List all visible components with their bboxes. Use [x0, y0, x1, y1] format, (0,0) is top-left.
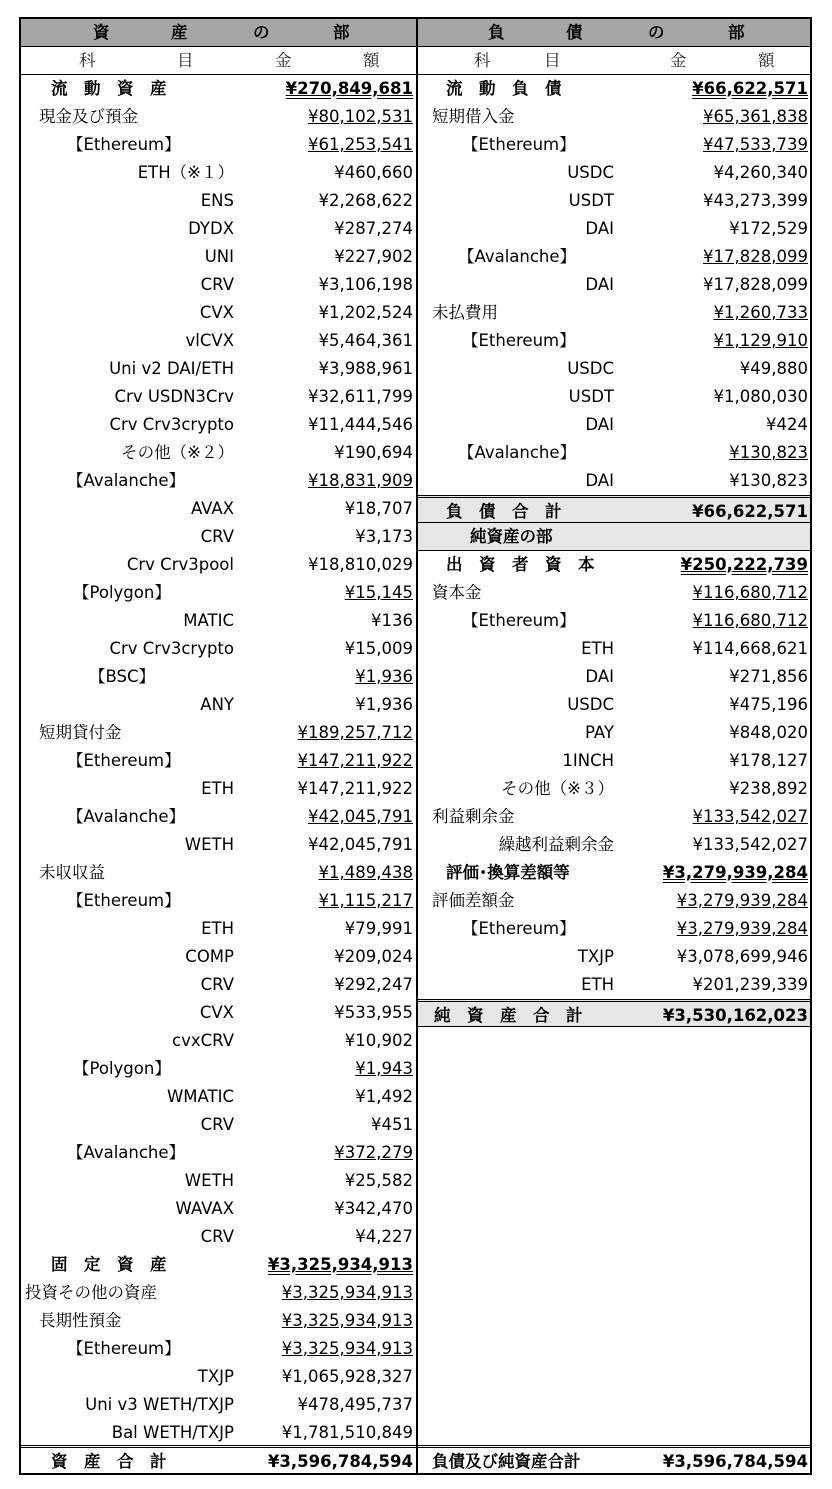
table-row: [21, 831, 416, 859]
row-label: 短期貸付金: [39, 723, 122, 742]
liabilities-total-row: 負 債 合 計 ¥66,622,571: [418, 495, 810, 523]
row-label: WAVAX: [175, 1199, 234, 1218]
row-amount: ¥1,492: [355, 1087, 413, 1106]
table-row: [21, 607, 416, 635]
row-amount: ¥3,325,934,913: [281, 1339, 413, 1358]
row-amount: ¥451: [371, 1115, 413, 1134]
row-amount: ¥18,707: [344, 499, 413, 518]
row-amount: ¥1,115,217: [318, 891, 413, 910]
liabilities-column: [418, 19, 810, 1473]
row-amount: ¥130,823: [729, 443, 808, 462]
table-row: [21, 1223, 416, 1251]
table-row: [21, 579, 416, 607]
row-label: ENS: [200, 191, 234, 210]
table-row: [21, 1251, 416, 1279]
table-row: [21, 663, 416, 691]
row-label: 長期性預金: [39, 1311, 122, 1330]
row-label: CRV: [200, 275, 234, 294]
table-row: [418, 775, 810, 803]
table-row: [21, 495, 416, 523]
row-amount: ¥1,080,030: [713, 387, 808, 406]
table-row: [21, 383, 416, 411]
row-label: 【Avalanche】: [67, 471, 186, 490]
row-label: ETH: [201, 919, 234, 938]
table-row: [418, 551, 810, 579]
table-row: [21, 1111, 416, 1139]
row-label: 短期借入金: [432, 107, 515, 126]
row-amount: ¥42,045,791: [308, 807, 413, 826]
table-row: [21, 1363, 416, 1391]
table-row: [418, 271, 810, 299]
row-label: CVX: [199, 303, 234, 322]
row-amount: ¥80,102,531: [308, 107, 413, 126]
row-label: PAY: [585, 723, 614, 742]
row-amount: ¥1,260,733: [713, 303, 808, 322]
row-label: 【Ethereum】: [462, 611, 576, 630]
row-label: 【Ethereum】: [67, 135, 181, 154]
row-label: TXJP: [197, 1367, 234, 1386]
table-row: [21, 215, 416, 243]
table-row: [21, 103, 416, 131]
row-label: Crv Crv3pool: [126, 555, 234, 574]
table-row: [418, 915, 810, 943]
row-label: ETH: [581, 975, 614, 994]
row-label: DAI: [585, 471, 614, 490]
table-row: [418, 327, 810, 355]
row-label: UNI: [204, 247, 234, 266]
row-label: 未払費用: [432, 303, 498, 322]
table-row: [418, 747, 810, 775]
row-label: DAI: [585, 667, 614, 686]
table-row: [418, 859, 810, 887]
assets-subheader: 科 目 金 額: [21, 47, 416, 75]
row-amount: ¥3,325,934,913: [267, 1255, 413, 1274]
balance-sheet: [19, 17, 812, 1475]
row-amount: ¥18,810,029: [308, 555, 413, 574]
table-row: [418, 131, 810, 159]
table-row: [21, 355, 416, 383]
row-amount: ¥270,849,681: [285, 79, 413, 98]
table-row: [21, 1391, 416, 1419]
assets-total-row: 資 産 合 計 ¥3,596,784,594: [21, 1445, 416, 1473]
row-label: 【Polygon】: [73, 583, 171, 602]
row-amount: ¥3,988,961: [318, 359, 413, 378]
table-row: [21, 1195, 416, 1223]
row-amount: ¥209,024: [334, 947, 413, 966]
row-label: ETH: [581, 639, 614, 658]
row-label: 資本金: [432, 583, 482, 602]
table-row: [21, 187, 416, 215]
net-assets-header: 純資産の部: [418, 523, 810, 551]
row-amount: ¥25,582: [344, 1171, 413, 1190]
net-assets-total-row: 純 資 産 合 計 ¥3,530,162,023: [418, 999, 810, 1027]
row-label: WMATIC: [166, 1087, 234, 1106]
row-amount: ¥15,009: [344, 639, 413, 658]
table-row: [21, 1419, 416, 1447]
row-label: 【Avalanche】: [458, 443, 577, 462]
net-assets-rows: [418, 551, 810, 999]
table-row: [21, 1027, 416, 1055]
table-row: [21, 327, 416, 355]
row-amount: ¥11,444,546: [308, 415, 413, 434]
table-row: [21, 719, 416, 747]
row-label: CRV: [200, 1115, 234, 1134]
table-row: [418, 187, 810, 215]
row-amount: ¥114,668,621: [692, 639, 808, 658]
liabilities-rows: [418, 75, 810, 495]
row-amount: ¥178,127: [729, 751, 808, 770]
row-amount: ¥1,065,928,327: [281, 1367, 413, 1386]
row-label: 【BSC】: [89, 667, 156, 686]
row-label: 【Avalanche】: [67, 807, 186, 826]
row-label: 【Ethereum】: [462, 331, 576, 350]
table-row: [21, 691, 416, 719]
row-amount: ¥116,680,712: [692, 583, 808, 602]
table-row: [418, 215, 810, 243]
row-label: 【Ethereum】: [462, 919, 576, 938]
row-amount: ¥189,257,712: [297, 723, 413, 742]
row-label: ETH（※１）: [137, 163, 234, 182]
table-row: [21, 467, 416, 495]
row-amount: ¥42,045,791: [308, 835, 413, 854]
assets-column: [21, 19, 418, 1473]
table-row: [21, 551, 416, 579]
row-amount: ¥271,856: [729, 667, 808, 686]
row-amount: ¥17,828,099: [703, 275, 808, 294]
row-amount: ¥372,279: [334, 1143, 413, 1162]
row-amount: ¥1,936: [355, 667, 413, 686]
row-amount: ¥287,274: [334, 219, 413, 238]
row-label: 未収収益: [39, 863, 105, 882]
row-amount: ¥4,260,340: [713, 163, 808, 182]
table-row: [21, 243, 416, 271]
table-row: [21, 859, 416, 887]
table-row: [21, 271, 416, 299]
table-row: [21, 1083, 416, 1111]
row-amount: ¥3,325,934,913: [281, 1311, 413, 1330]
row-label: 流 動 負 債: [446, 79, 562, 98]
row-amount: ¥3,078,699,946: [676, 947, 808, 966]
row-label: 【Polygon】: [73, 1059, 171, 1078]
table-row: [21, 411, 416, 439]
table-row: [21, 915, 416, 943]
table-row: [418, 663, 810, 691]
table-row: [418, 803, 810, 831]
table-row: [418, 635, 810, 663]
row-amount: ¥3,279,939,284: [676, 891, 808, 910]
row-label: Uni v3 WETH/TXJP: [85, 1395, 234, 1414]
row-amount: ¥133,542,027: [692, 807, 808, 826]
table-row: [21, 1307, 416, 1335]
row-amount: ¥1,781,510,849: [281, 1423, 413, 1442]
table-row: [418, 103, 810, 131]
table-row: [21, 1279, 416, 1307]
row-amount: ¥61,253,541: [308, 135, 413, 154]
table-row: [21, 971, 416, 999]
table-row: [21, 1335, 416, 1363]
table-row: [418, 831, 810, 859]
table-row: [418, 943, 810, 971]
row-label: AVAX: [190, 499, 234, 518]
row-label: DAI: [585, 219, 614, 238]
row-label: ANY: [200, 695, 234, 714]
row-amount: ¥17,828,099: [703, 247, 808, 266]
row-amount: ¥190,694: [334, 443, 413, 462]
row-label: COMP: [185, 947, 234, 966]
table-row: [21, 159, 416, 187]
row-amount: ¥2,268,622: [318, 191, 413, 210]
row-label: Crv Crv3crypto: [109, 415, 234, 434]
row-label: cvxCRV: [172, 1031, 234, 1050]
table-row: [21, 747, 416, 775]
row-label: 現金及び預金: [39, 107, 138, 126]
row-label: DAI: [585, 275, 614, 294]
row-label: 投資その他の資産: [25, 1283, 157, 1302]
row-amount: ¥475,196: [729, 695, 808, 714]
row-amount: ¥250,222,739: [680, 555, 808, 574]
table-row: [418, 607, 810, 635]
row-label: Uni v2 DAI/ETH: [109, 359, 234, 378]
row-label: 評価･換算差額等: [446, 863, 570, 882]
row-label: 【Ethereum】: [462, 135, 576, 154]
row-amount: ¥65,361,838: [703, 107, 808, 126]
row-label: その他（※３）: [501, 779, 614, 798]
row-label: CVX: [199, 1003, 234, 1022]
row-label: USDC: [567, 695, 614, 714]
row-amount: ¥4,227: [355, 1227, 413, 1246]
row-label: MATIC: [183, 611, 234, 630]
row-label: 【Avalanche】: [67, 1143, 186, 1162]
row-amount: ¥342,470: [334, 1199, 413, 1218]
assets-header: 資 産 の 部: [21, 19, 416, 47]
table-row: [418, 439, 810, 467]
row-label: USDT: [568, 191, 614, 210]
row-amount: ¥227,902: [334, 247, 413, 266]
table-row: [21, 635, 416, 663]
row-label: 固 定 資 産: [51, 1255, 167, 1274]
table-row: [418, 299, 810, 327]
row-label: Crv USDN3Crv: [114, 387, 234, 406]
table-row: [21, 887, 416, 915]
table-row: [21, 999, 416, 1027]
row-amount: ¥478,495,737: [297, 1395, 413, 1414]
row-amount: ¥3,279,939,284: [662, 863, 808, 882]
table-row: [21, 75, 416, 103]
row-amount: ¥116,680,712: [692, 611, 808, 630]
assets-rows: [21, 75, 416, 1447]
row-amount: ¥533,955: [334, 1003, 413, 1022]
row-label: Crv Crv3crypto: [109, 639, 234, 658]
row-amount: ¥10,902: [344, 1031, 413, 1050]
table-row: [418, 719, 810, 747]
row-label: その他（※２）: [121, 443, 234, 462]
row-label: TXJP: [577, 947, 614, 966]
grand-total-row: 負債及び純資産合計 ¥3,596,784,594: [418, 1445, 810, 1473]
table-row: [418, 159, 810, 187]
row-amount: ¥32,611,799: [308, 387, 413, 406]
row-amount: ¥460,660: [334, 163, 413, 182]
row-label: DYDX: [188, 219, 234, 238]
table-row: [21, 439, 416, 467]
row-amount: ¥79,991: [344, 919, 413, 938]
table-row: [418, 691, 810, 719]
table-row: [418, 887, 810, 915]
row-amount: ¥238,892: [729, 779, 808, 798]
row-label: 【Ethereum】: [67, 751, 181, 770]
liabilities-header: 負 債 の 部: [418, 19, 810, 47]
row-amount: ¥1,936: [355, 695, 413, 714]
row-amount: ¥424: [766, 415, 808, 434]
row-amount: ¥3,106,198: [318, 275, 413, 294]
row-label: 繰越利益剰余金: [498, 835, 614, 854]
row-amount: ¥136: [371, 611, 413, 630]
row-label: 出 資 者 資 本: [446, 555, 595, 574]
row-label: 【Avalanche】: [458, 247, 577, 266]
table-row: [21, 803, 416, 831]
table-row: [21, 131, 416, 159]
table-row: [21, 943, 416, 971]
row-amount: ¥172,529: [729, 219, 808, 238]
table-row: [418, 243, 810, 271]
table-row: [418, 355, 810, 383]
row-amount: ¥15,145: [344, 583, 413, 602]
table-row: [21, 299, 416, 327]
row-amount: ¥201,239,339: [692, 975, 808, 994]
row-label: 1INCH: [562, 751, 614, 770]
row-label: ETH: [201, 779, 234, 798]
row-amount: ¥66,622,571: [692, 79, 808, 98]
row-label: CRV: [200, 975, 234, 994]
row-label: WETH: [184, 835, 234, 854]
table-row: [418, 411, 810, 439]
table-row: [21, 1167, 416, 1195]
table-row: [21, 1055, 416, 1083]
row-label: 利益剰余金: [432, 807, 515, 826]
row-amount: ¥147,211,922: [297, 751, 413, 770]
row-label: CRV: [200, 527, 234, 546]
table-row: [418, 579, 810, 607]
row-amount: ¥3,279,939,284: [676, 919, 808, 938]
row-label: WETH: [184, 1171, 234, 1190]
row-amount: ¥1,943: [355, 1059, 413, 1078]
table-row: [418, 383, 810, 411]
row-label: USDT: [568, 387, 614, 406]
table-row: [418, 971, 810, 999]
row-amount: ¥1,129,910: [713, 331, 808, 350]
table-row: [21, 775, 416, 803]
row-amount: ¥130,823: [729, 471, 808, 490]
row-amount: ¥848,020: [729, 723, 808, 742]
table-row: [418, 75, 810, 103]
row-amount: ¥1,489,438: [318, 863, 413, 882]
row-label: vlCVX: [185, 331, 234, 350]
row-label: CRV: [200, 1227, 234, 1246]
row-label: DAI: [585, 415, 614, 434]
row-amount: ¥5,464,361: [318, 331, 413, 350]
row-amount: ¥1,202,524: [318, 303, 413, 322]
row-amount: ¥292,247: [334, 975, 413, 994]
row-label: 流 動 資 産: [51, 79, 167, 98]
row-amount: ¥147,211,922: [297, 779, 413, 798]
row-amount: ¥49,880: [739, 359, 808, 378]
row-label: Bal WETH/TXJP: [111, 1423, 234, 1442]
row-label: 評価差額金: [432, 891, 515, 910]
row-label: 【Ethereum】: [67, 891, 181, 910]
table-row: [21, 1139, 416, 1167]
row-amount: ¥47,533,739: [703, 135, 808, 154]
table-row: [21, 523, 416, 551]
row-label: USDC: [567, 359, 614, 378]
row-amount: ¥18,831,909: [308, 471, 413, 490]
row-amount: ¥3,173: [355, 527, 413, 546]
row-label: 【Ethereum】: [67, 1339, 181, 1358]
row-amount: ¥3,325,934,913: [281, 1283, 413, 1302]
row-label: USDC: [567, 163, 614, 182]
table-row: [418, 467, 810, 495]
row-amount: ¥43,273,399: [703, 191, 808, 210]
liabilities-subheader: 科 目 金 額: [418, 47, 810, 75]
row-amount: ¥133,542,027: [692, 835, 808, 854]
